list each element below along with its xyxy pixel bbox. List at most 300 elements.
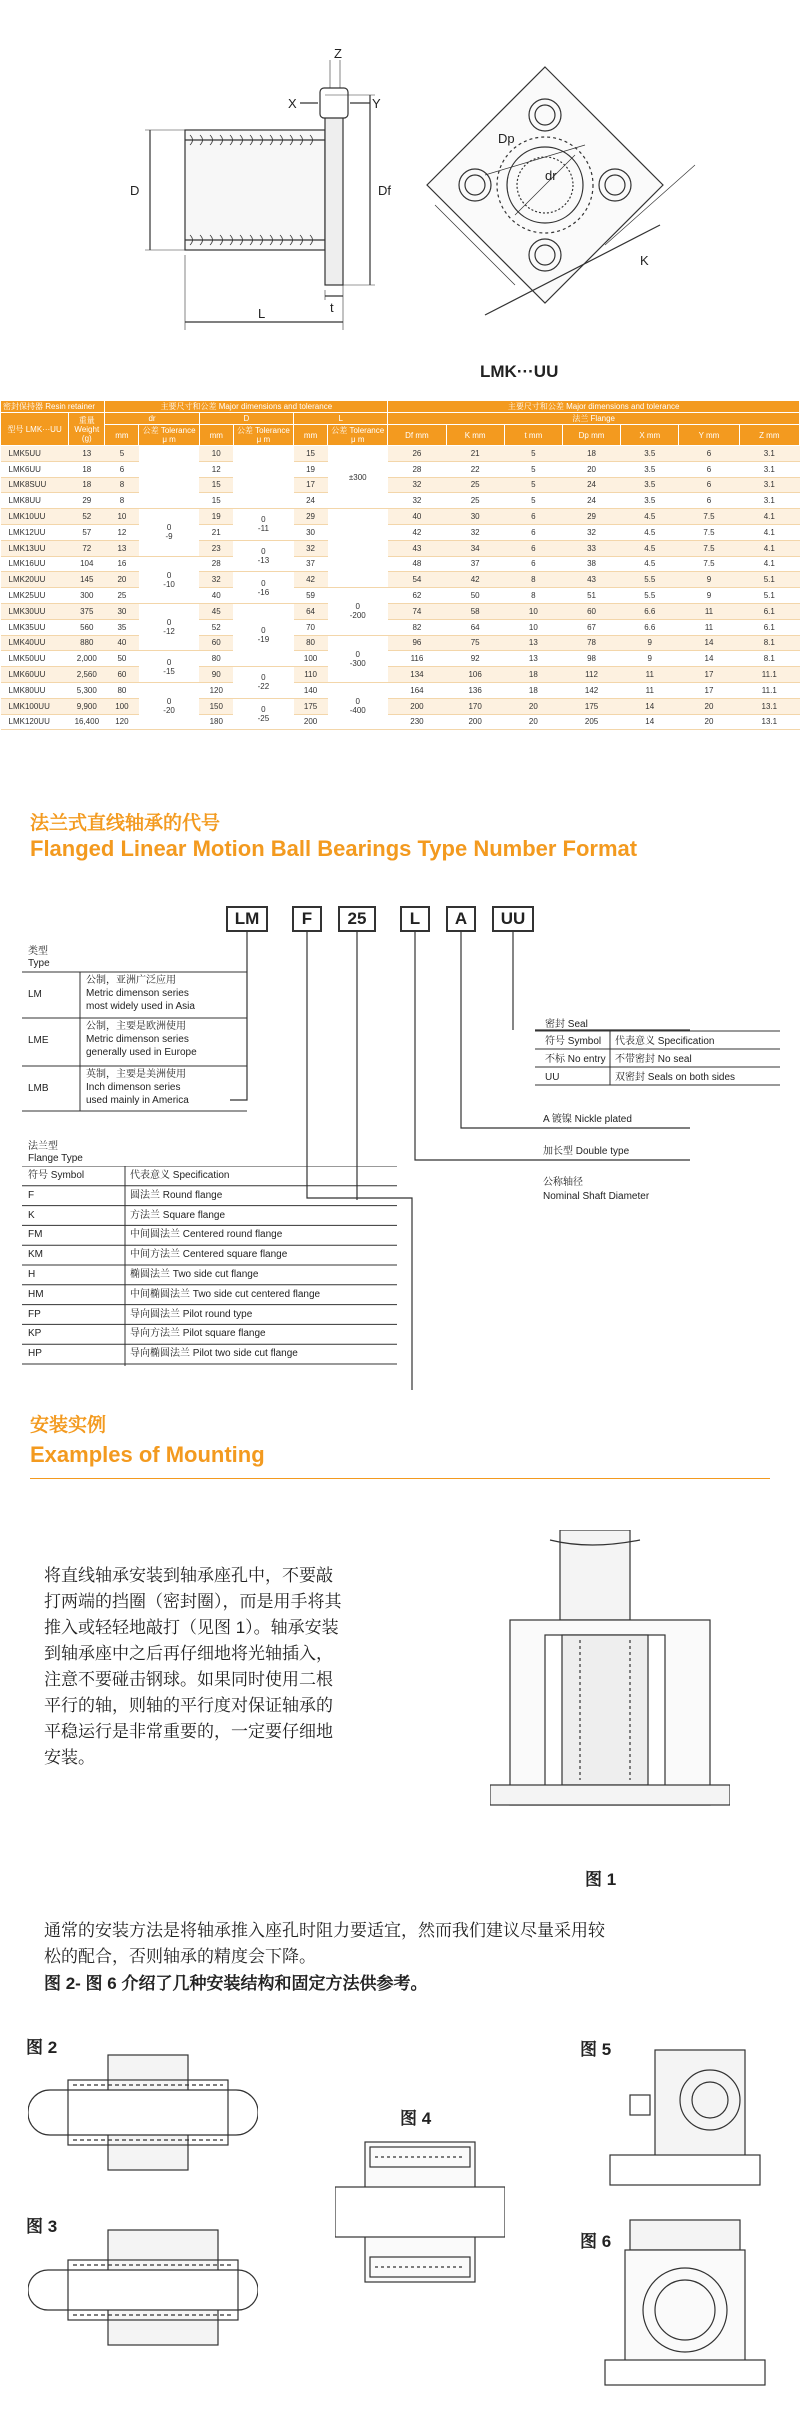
cell-t: 10 <box>504 603 562 619</box>
cell-weight: 104 <box>69 556 105 572</box>
cell-dr-tol: 0 -15 <box>139 651 199 683</box>
cell-z: 3.1 <box>739 446 799 462</box>
table-row <box>1 493 800 509</box>
code-box-a: A <box>446 906 476 932</box>
figure-2-label: 图 2 <box>26 2038 58 2057</box>
header-L: L <box>294 413 388 425</box>
cell-dr: 40 <box>105 635 139 651</box>
figure-4-label: 图 4 <box>400 2109 432 2128</box>
table-row <box>1 572 800 588</box>
cell-df: 40 <box>388 509 446 525</box>
type-desc: most widely used in Asia <box>86 1001 195 1012</box>
cell-dr: 20 <box>105 572 139 588</box>
cell-z: 8.1 <box>739 635 799 651</box>
cell-model: LMK8UU <box>1 493 69 509</box>
cell-dp: 32 <box>562 524 620 540</box>
cell-dp: 18 <box>562 446 620 462</box>
cell-model: LMK50UU <box>1 651 69 667</box>
cell-D: 23 <box>199 540 233 556</box>
flange-spec: 圆法兰 Round flange <box>130 1189 223 1201</box>
spec-table-body <box>1 446 800 730</box>
cell-D: 80 <box>199 651 233 667</box>
cell-weight: 9,900 <box>69 698 105 714</box>
flange-symbol: FM <box>28 1229 43 1241</box>
cell-y: 11 <box>679 603 739 619</box>
cell-z: 13.1 <box>739 698 799 714</box>
cell-dr: 13 <box>105 540 139 556</box>
cell-df: 82 <box>388 619 446 635</box>
cell-model: LMK40UU <box>1 635 69 651</box>
cell-D-tol <box>233 446 293 509</box>
cell-k: 170 <box>446 698 504 714</box>
type-desc: 公制，主要是欧洲使用 <box>86 1021 186 1032</box>
cell-model: LMK30UU <box>1 603 69 619</box>
cell-df: 134 <box>388 667 446 683</box>
cell-y: 7.5 <box>679 556 739 572</box>
cell-weight: 880 <box>69 635 105 651</box>
type-code: LMB <box>28 1083 49 1094</box>
header-t: t mm <box>504 425 562 446</box>
cell-t: 20 <box>504 698 562 714</box>
cell-k: 25 <box>446 477 504 493</box>
cell-D: 90 <box>199 667 233 683</box>
flange-symbol: FP <box>28 1308 41 1320</box>
cell-df: 54 <box>388 572 446 588</box>
cell-dr-tol: 0 -20 <box>139 682 199 729</box>
figure-caption: LMK···UU <box>480 362 559 381</box>
cell-z: 11.1 <box>739 667 799 683</box>
cell-df: 116 <box>388 651 446 667</box>
type-format-title-en: Flanged Linear Motion Ball Bearings Type Number Format <box>30 836 638 861</box>
cell-z: 13.1 <box>739 714 799 730</box>
header-major: 主要尺寸和公差 Major dimensions and tolerance <box>105 401 388 413</box>
dim-label-dp: Dp <box>498 131 515 146</box>
type-desc: 英制，主要是美洲使用 <box>86 1069 186 1080</box>
cell-L: 100 <box>294 651 328 667</box>
cell-k: 21 <box>446 446 504 462</box>
dim-label-l: L <box>258 306 266 321</box>
cell-dr: 10 <box>105 509 139 525</box>
cell-t: 13 <box>504 651 562 667</box>
cell-dr-tol: 0 -10 <box>139 556 199 603</box>
seal-row-spec: 不带密封 No seal <box>615 1054 692 1065</box>
cell-dp: 175 <box>562 698 620 714</box>
flange-header-cn: 法兰型 <box>28 1141 58 1152</box>
cell-y: 14 <box>679 651 739 667</box>
cell-x: 14 <box>621 698 679 714</box>
cell-k: 25 <box>446 493 504 509</box>
cell-dr: 16 <box>105 556 139 572</box>
cell-weight: 16,400 <box>69 714 105 730</box>
type-desc: 公制，亚洲广泛应用 <box>86 975 176 986</box>
cell-L: 175 <box>294 698 328 714</box>
cell-L: 42 <box>294 572 328 588</box>
cell-dr: 120 <box>105 714 139 730</box>
flange-symbol: HP <box>28 1348 42 1360</box>
cell-df: 32 <box>388 477 446 493</box>
spec-table <box>0 400 800 730</box>
cell-D: 60 <box>199 635 233 651</box>
cell-x: 5.5 <box>621 588 679 604</box>
shaft-label-en: Nominal Shaft Diameter <box>543 1191 650 1202</box>
code-box-f: F <box>292 906 322 932</box>
header-k: K mm <box>446 425 504 446</box>
cell-y: 9 <box>679 588 739 604</box>
nickle-label: A 镀镍 Nickle plated <box>543 1114 632 1125</box>
cell-L: 17 <box>294 477 328 493</box>
cell-dp: 98 <box>562 651 620 667</box>
dim-label-z: Z <box>334 46 342 61</box>
table-row <box>1 509 800 525</box>
cell-model: LMK100UU <box>1 698 69 714</box>
cell-dr: 50 <box>105 651 139 667</box>
cell-y: 7.5 <box>679 540 739 556</box>
cell-L-tol <box>328 509 388 588</box>
flange-spec: 导向椭圆法兰 Pilot two side cut flange <box>130 1348 298 1360</box>
cell-x: 3.5 <box>621 446 679 462</box>
cell-dr-tol: 0 -12 <box>139 603 199 650</box>
cell-k: 42 <box>446 572 504 588</box>
orange-divider <box>30 1478 770 1479</box>
cell-df: 43 <box>388 540 446 556</box>
cell-k: 37 <box>446 556 504 572</box>
dim-label-dr: dr <box>545 168 557 183</box>
header-D: D <box>199 413 293 425</box>
cell-y: 17 <box>679 682 739 698</box>
type-desc: generally used in Europe <box>86 1047 197 1058</box>
cell-dp: 24 <box>562 493 620 509</box>
cell-model: LMK13UU <box>1 540 69 556</box>
cell-df: 96 <box>388 635 446 651</box>
cell-x: 4.5 <box>621 556 679 572</box>
cell-D-tol: 0 -19 <box>233 603 293 666</box>
cell-D-tol: 0 -11 <box>233 509 293 541</box>
cell-df: 26 <box>388 446 446 462</box>
code-box-lm: LM <box>226 906 268 932</box>
figure-3-label: 图 3 <box>26 2217 58 2236</box>
cell-dp: 29 <box>562 509 620 525</box>
cell-x: 6.6 <box>621 603 679 619</box>
table-row <box>1 556 800 572</box>
header-tol: 公差 Tolerance μ m <box>328 425 388 446</box>
cell-D-tol: 0 -25 <box>233 698 293 730</box>
cell-df: 42 <box>388 524 446 540</box>
cell-D: 32 <box>199 572 233 588</box>
flange-symbol: HM <box>28 1288 44 1300</box>
seal-header: 密封 Seal <box>545 1019 588 1030</box>
code-box-l: L <box>400 906 430 932</box>
seal-row-sym: 不标 No entry <box>545 1054 606 1065</box>
cell-t: 6 <box>504 524 562 540</box>
cell-L: 200 <box>294 714 328 730</box>
cell-D: 19 <box>199 509 233 525</box>
flange-symbol: H <box>28 1269 36 1280</box>
seal-col-symbol: 符号 Symbol <box>545 1036 602 1047</box>
cell-L: 19 <box>294 461 328 477</box>
cell-dp: 24 <box>562 477 620 493</box>
type-code: LME <box>28 1035 49 1046</box>
cell-dr: 12 <box>105 524 139 540</box>
cell-z: 4.1 <box>739 540 799 556</box>
cell-D-tol: 0 -22 <box>233 667 293 699</box>
cell-k: 32 <box>446 524 504 540</box>
table-row <box>1 477 800 493</box>
cell-D: 15 <box>199 493 233 509</box>
cell-weight: 2,560 <box>69 667 105 683</box>
cell-k: 200 <box>446 714 504 730</box>
cell-t: 6 <box>504 556 562 572</box>
cell-dr: 8 <box>105 493 139 509</box>
cell-k: 22 <box>446 461 504 477</box>
cell-L-tol: 0 -400 <box>328 682 388 729</box>
cell-x: 11 <box>621 682 679 698</box>
cell-t: 5 <box>504 493 562 509</box>
cell-D: 21 <box>199 524 233 540</box>
cell-L: 140 <box>294 682 328 698</box>
cell-df: 28 <box>388 461 446 477</box>
seal-row-spec: 双密封 Seals on both sides <box>615 1072 736 1083</box>
header-weight: 重量 Weight (g) <box>69 413 105 446</box>
mounting-paragraph-2: 通常的安装方法是将轴承推入座孔时阻力要适宜，然而我们建议尽量采用较 松的配合，否则轴承的精度会下降。 <box>44 1921 605 1966</box>
cell-L: 59 <box>294 588 328 604</box>
cell-L-tol: ±300 <box>328 446 388 509</box>
dim-label-x: X <box>288 96 297 111</box>
cell-k: 92 <box>446 651 504 667</box>
cell-D-tol: 0 -13 <box>233 540 293 572</box>
cell-z: 6.1 <box>739 603 799 619</box>
cell-t: 6 <box>504 509 562 525</box>
cell-t: 18 <box>504 667 562 683</box>
dim-label-df: Df <box>378 183 391 198</box>
cell-weight: 5,300 <box>69 682 105 698</box>
table-row <box>1 651 800 667</box>
cell-L: 37 <box>294 556 328 572</box>
cell-weight: 2,000 <box>69 651 105 667</box>
header-major-2: 主要尺寸和公差 Major dimensions and tolerance <box>388 401 800 413</box>
cell-k: 106 <box>446 667 504 683</box>
cell-t: 5 <box>504 461 562 477</box>
cell-L: 70 <box>294 619 328 635</box>
cell-dr-tol: 0 -9 <box>139 509 199 556</box>
cell-dp: 51 <box>562 588 620 604</box>
cell-model: LMK5UU <box>1 446 69 462</box>
cell-t: 5 <box>504 446 562 462</box>
cell-z: 6.1 <box>739 619 799 635</box>
cell-x: 4.5 <box>621 509 679 525</box>
cell-model: LMK16UU <box>1 556 69 572</box>
flange-spec: 中间椭圆法兰 Two side cut centered flange <box>130 1288 321 1300</box>
cell-model: LMK25UU <box>1 588 69 604</box>
cell-y: 6 <box>679 477 739 493</box>
dim-label-t: t <box>330 300 334 315</box>
cell-dp: 67 <box>562 619 620 635</box>
cell-dr: 5 <box>105 446 139 462</box>
cell-L: 30 <box>294 524 328 540</box>
type-header-en: Type <box>28 958 50 969</box>
spec-table-wrapper <box>0 400 800 730</box>
cell-D: 120 <box>199 682 233 698</box>
cell-z: 3.1 <box>739 477 799 493</box>
cell-weight: 300 <box>69 588 105 604</box>
flange-symbol: K <box>28 1209 35 1221</box>
seal-col-spec: 代表意义 Specification <box>615 1036 715 1047</box>
cell-L: 32 <box>294 540 328 556</box>
header-dp: Dp mm <box>562 425 620 446</box>
cell-dr: 35 <box>105 619 139 635</box>
cell-x: 5.5 <box>621 572 679 588</box>
cell-D: 40 <box>199 588 233 604</box>
cell-dp: 20 <box>562 461 620 477</box>
cell-t: 18 <box>504 682 562 698</box>
type-desc: Metric dimenson series <box>86 1034 189 1045</box>
cell-D: 150 <box>199 698 233 714</box>
mounting-paragraph-1: 将直线轴承安装到轴承座孔中，不要敲 打两端的挡圈（密封圈），而是用手将其 推入或轻轻地敲打（见图 1）。轴承安装 到轴承座中之后再仔细地将光轴插入， 注意不要碰击钢球。如果同时使用二根 平行的轴，则轴的平行度对保证轴承的 平稳运行是非常重要的，一定要仔细地 安装。 <box>44 1566 342 1767</box>
cell-y: 7.5 <box>679 509 739 525</box>
dimension-drawing <box>0 0 800 395</box>
cell-y: 11 <box>679 619 739 635</box>
cell-dp: 112 <box>562 667 620 683</box>
type-desc: Inch dimenson series <box>86 1082 181 1093</box>
cell-x: 3.5 <box>621 493 679 509</box>
cell-y: 20 <box>679 714 739 730</box>
cell-x: 6.6 <box>621 619 679 635</box>
cell-t: 8 <box>504 572 562 588</box>
cell-z: 5.1 <box>739 572 799 588</box>
header-resin: 密封保持器 Resin retainer <box>1 401 105 413</box>
header-tol: 公差 Tolerance μ m <box>139 425 199 446</box>
mounting-title-cn: 安装实例 <box>30 1415 107 1436</box>
cell-dr: 60 <box>105 667 139 683</box>
cell-df: 164 <box>388 682 446 698</box>
table-row <box>1 588 800 604</box>
cell-D-tol: 0 -16 <box>233 572 293 604</box>
cell-L: 80 <box>294 635 328 651</box>
cell-dp: 205 <box>562 714 620 730</box>
cell-x: 3.5 <box>621 477 679 493</box>
cell-L: 15 <box>294 446 328 462</box>
cell-model: LMK8SUU <box>1 477 69 493</box>
header-df: Df mm <box>388 425 446 446</box>
header-mm: mm <box>199 425 233 446</box>
cell-x: 9 <box>621 635 679 651</box>
cell-D: 28 <box>199 556 233 572</box>
cell-k: 64 <box>446 619 504 635</box>
table-row <box>1 461 800 477</box>
cell-D: 45 <box>199 603 233 619</box>
flange-spec: 导向圆法兰 Pilot round type <box>130 1308 253 1320</box>
figure-5-drawing <box>600 2045 770 2195</box>
cell-model: LMK6UU <box>1 461 69 477</box>
cell-z: 3.1 <box>739 493 799 509</box>
cell-model: LMK12UU <box>1 524 69 540</box>
cell-t: 8 <box>504 588 562 604</box>
dim-label-k: K <box>640 253 649 268</box>
flange-spec: 椭圆法兰 Two side cut flange <box>130 1269 259 1280</box>
table-row <box>1 698 800 714</box>
mounting-paragraph-3: 图 2- 图 6 介绍了几种安装结构和固定方法供参考。 <box>44 1974 428 1993</box>
cell-k: 75 <box>446 635 504 651</box>
table-row <box>1 446 800 462</box>
dim-label-d: D <box>130 183 140 198</box>
header-tol: 公差 Tolerance μ m <box>233 425 293 446</box>
cell-model: LMK35UU <box>1 619 69 635</box>
cell-weight: 72 <box>69 540 105 556</box>
cell-weight: 13 <box>69 446 105 462</box>
cell-y: 6 <box>679 446 739 462</box>
cell-L: 24 <box>294 493 328 509</box>
dim-label-y: Y <box>372 96 381 111</box>
cell-weight: 560 <box>69 619 105 635</box>
cell-model: LMK80UU <box>1 682 69 698</box>
code-box-25: 25 <box>338 906 376 932</box>
cell-y: 9 <box>679 572 739 588</box>
cell-dr-tol <box>139 446 199 509</box>
flange-col-symbol: 符号 Symbol <box>28 1170 85 1181</box>
cell-y: 7.5 <box>679 524 739 540</box>
type-code: LM <box>28 989 42 1000</box>
cell-df: 200 <box>388 698 446 714</box>
cell-weight: 375 <box>69 603 105 619</box>
cell-weight: 18 <box>69 477 105 493</box>
cell-y: 20 <box>679 698 739 714</box>
cell-dr: 25 <box>105 588 139 604</box>
table-row <box>1 524 800 540</box>
figure-4-drawing <box>335 2132 505 2292</box>
cell-df: 48 <box>388 556 446 572</box>
cell-model: LMK10UU <box>1 509 69 525</box>
cell-D: 52 <box>199 619 233 635</box>
flange-header-en: Flange Type <box>28 1153 83 1164</box>
cell-L-tol: 0 -300 <box>328 635 388 682</box>
cell-y: 17 <box>679 667 739 683</box>
cell-k: 50 <box>446 588 504 604</box>
cell-x: 4.5 <box>621 540 679 556</box>
seal-row-sym: UU <box>545 1072 560 1083</box>
cell-t: 6 <box>504 540 562 556</box>
figure-3-drawing <box>28 2225 258 2355</box>
cell-x: 3.5 <box>621 461 679 477</box>
cell-L: 29 <box>294 509 328 525</box>
cell-x: 4.5 <box>621 524 679 540</box>
cell-k: 58 <box>446 603 504 619</box>
header-flange: 法兰 Flange <box>388 413 800 425</box>
cell-t: 10 <box>504 619 562 635</box>
shaft-label-cn: 公称轴径 <box>543 1177 583 1188</box>
cell-k: 34 <box>446 540 504 556</box>
flange-spec: 导向方法兰 Pilot square flange <box>130 1328 266 1340</box>
cell-dp: 43 <box>562 572 620 588</box>
table-row <box>1 714 800 730</box>
mounting-title-en: Examples of Mounting <box>30 1442 265 1467</box>
cell-x: 14 <box>621 714 679 730</box>
table-row <box>1 667 800 683</box>
cell-z: 3.1 <box>739 461 799 477</box>
cell-df: 32 <box>388 493 446 509</box>
cell-z: 4.1 <box>739 556 799 572</box>
flange-spec: 方法兰 Square flange <box>130 1209 226 1221</box>
type-desc: Metric dimenson series <box>86 988 189 999</box>
cell-dp: 38 <box>562 556 620 572</box>
table-row <box>1 635 800 651</box>
cell-z: 5.1 <box>739 588 799 604</box>
cell-z: 4.1 <box>739 509 799 525</box>
flange-symbol: KP <box>28 1328 42 1340</box>
cell-dp: 78 <box>562 635 620 651</box>
cell-x: 11 <box>621 667 679 683</box>
cell-y: 14 <box>679 635 739 651</box>
figure-1-drawing <box>490 1530 730 1850</box>
type-desc: used mainly in America <box>86 1095 189 1106</box>
